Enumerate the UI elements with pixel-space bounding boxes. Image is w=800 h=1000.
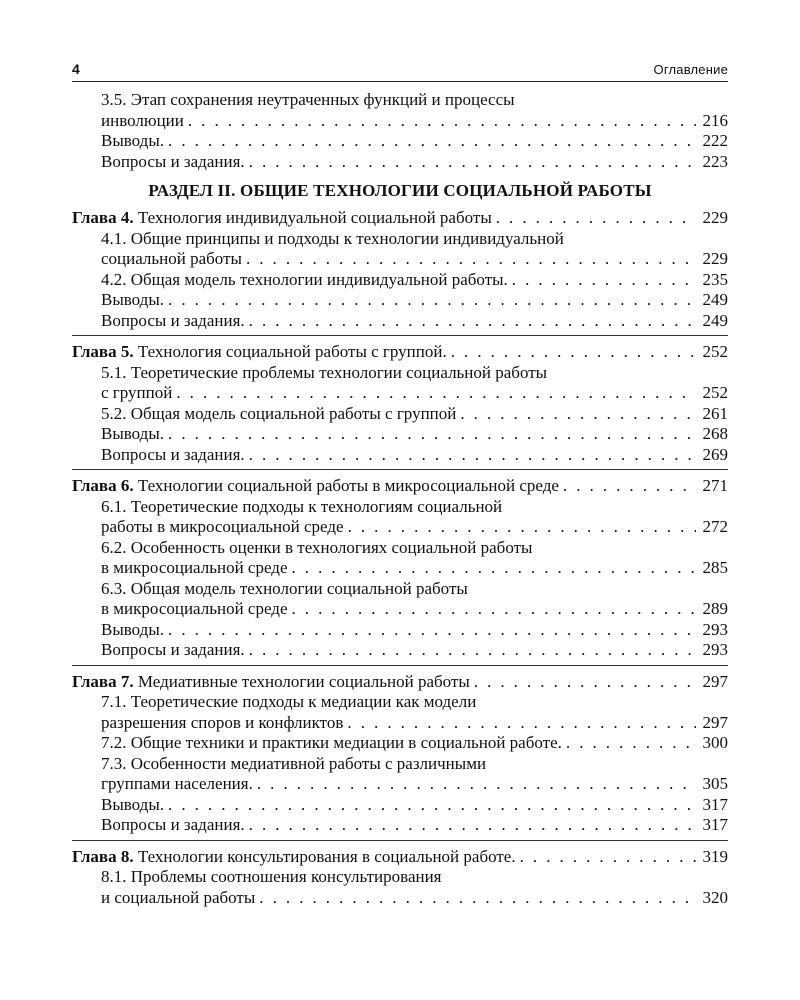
toc-entry-title: Вопросы и задания. (101, 815, 245, 834)
chapter-label: Глава 4. (72, 208, 134, 227)
toc-entry-line: 6.3. Общая модель технологии социальной работы (101, 578, 468, 598)
chapter-title-text: Технология социальной работы с группой. (137, 342, 447, 361)
page-number: 4 (72, 61, 80, 77)
toc-entry[interactable] (72, 888, 728, 909)
toc-page-number: 252 (702, 342, 728, 361)
leader-dots (168, 795, 696, 816)
toc-chapter-entry[interactable] (72, 476, 728, 497)
toc-entry-title: Вопросы и задания. (101, 151, 245, 171)
leader-dots (249, 311, 696, 332)
toc-entry-title: Вопросы и задания. (101, 310, 245, 330)
leader-dots (496, 208, 696, 229)
leader-dots (257, 774, 696, 795)
toc-entry[interactable] (72, 424, 728, 445)
toc-entry-title: Выводы. (101, 290, 165, 309)
toc-entry-title: 5.2. Общая модель социальной работы с группой (101, 403, 457, 423)
leader-dots (168, 131, 696, 152)
leader-dots (348, 517, 696, 538)
toc-entry[interactable] (72, 249, 728, 270)
leader-dots (512, 270, 696, 291)
leader-dots (347, 713, 696, 734)
toc-entry[interactable] (72, 774, 728, 795)
toc-chapter-entry[interactable] (72, 672, 728, 693)
toc-entry-title: в микросоциальной среде (101, 599, 288, 618)
toc-chapter (72, 469, 728, 661)
toc-entry-line: 7.1. Теоретические подходы к медиации как модели (101, 692, 477, 711)
toc-page-number: 249 (702, 310, 728, 330)
toc-page-number: 271 (702, 476, 728, 495)
toc-page-number: 261 (702, 403, 728, 423)
toc-entry[interactable] (72, 640, 728, 661)
chapter-title-text: Медиативные технологии социальной работы (137, 671, 470, 691)
toc-chapter (72, 665, 728, 836)
toc-entry[interactable] (72, 111, 728, 132)
toc-page-number: 285 (702, 558, 728, 577)
toc-entry-title: Вопросы и задания. (101, 640, 245, 659)
toc-page-number: 229 (702, 249, 728, 268)
toc-page-number: 216 (702, 110, 728, 130)
leader-dots (168, 620, 696, 641)
toc-chapter-title (72, 672, 470, 693)
leader-dots (292, 558, 697, 579)
toc-entry-title: социальной работы (101, 249, 242, 268)
chapter-label: Глава 8. (72, 846, 134, 866)
leader-dots (168, 290, 696, 311)
toc-page-number: 305 (702, 774, 728, 793)
toc-chapter (72, 840, 728, 909)
toc-entry-line: 3.5. Этап сохранения неутраченных функций и процессы (101, 90, 515, 109)
toc-chapter-title (72, 342, 447, 363)
toc-page-number: 249 (702, 290, 728, 309)
toc-entry[interactable] (72, 270, 728, 291)
leader-dots (249, 815, 696, 836)
leader-dots (249, 640, 696, 661)
toc-entry[interactable] (72, 445, 728, 466)
chapter-list (72, 208, 728, 908)
toc-entry-title: и социальной работы (101, 887, 256, 907)
toc-chapter (72, 208, 728, 331)
toc-entry-title: Выводы. (101, 424, 165, 443)
toc-entry-title: Выводы. (101, 794, 165, 814)
section-title: РАЗДЕЛ II. ОБЩИЕ ТЕХНОЛОГИИ СОЦИАЛЬНОЙ РАБОТЫ (148, 181, 652, 200)
leader-dots (474, 672, 696, 693)
leader-dots (451, 342, 696, 363)
toc-entry-title: инволюции (101, 110, 184, 130)
leader-dots (566, 733, 696, 754)
toc-entry[interactable] (72, 152, 728, 173)
toc-entry[interactable] (72, 795, 728, 816)
toc-page-number: 300 (702, 733, 728, 752)
toc-entry-line: 4.1. Общие принципы и подходы к технологии индивидуальной (101, 228, 564, 248)
toc-page-number: 269 (702, 444, 728, 464)
leader-dots (188, 111, 696, 132)
toc-page-number: 268 (702, 424, 728, 443)
toc-entry[interactable] (72, 311, 728, 332)
leader-dots (460, 404, 696, 425)
leader-dots (292, 599, 697, 620)
toc-page-number: 319 (702, 846, 728, 866)
toc-chapter (72, 335, 728, 465)
toc-entry-line: 7.3. Особенности медиативной работы с различными (101, 753, 487, 773)
toc-entry-title: Выводы. (101, 131, 165, 150)
chapter-label: Глава 5. (72, 342, 134, 361)
toc-page-number: 293 (702, 619, 728, 639)
toc-entry[interactable] (72, 383, 728, 404)
toc-page-number: 297 (702, 712, 728, 732)
toc-chapter-entry[interactable] (72, 208, 728, 229)
toc-entry[interactable] (72, 404, 728, 425)
toc-entry[interactable] (72, 713, 728, 734)
toc-page-number: 252 (702, 383, 728, 402)
toc-page-number: 229 (702, 208, 728, 227)
toc-entry-title: работы в микросоциальной среде (101, 517, 344, 536)
toc-page-number: 320 (702, 887, 728, 907)
toc-page-number: 223 (702, 151, 728, 171)
toc-page-number: 222 (702, 131, 728, 150)
toc-entry-line: 5.1. Теоретические проблемы технологии социальной работы (101, 362, 548, 382)
leader-dots (176, 383, 696, 404)
leader-dots (259, 888, 696, 909)
toc-chapter-title (72, 208, 492, 229)
leader-dots (249, 445, 696, 466)
toc-entry-title: разрешения споров и конфликтов (101, 712, 344, 732)
chapter-label: Глава 7. (72, 671, 134, 691)
leader-dots (168, 424, 696, 445)
leader-dots (563, 476, 696, 497)
chapter-title-text: Технология индивидуальной социальной работы (137, 208, 492, 227)
toc-entry-title: 7.2. Общие техники и практики медиации в социальной работе. (101, 733, 562, 752)
toc-entry-line: 6.1. Теоретические подходы к технологиям социальной (101, 496, 503, 516)
toc-section-continuation (72, 90, 728, 172)
toc-chapter-title (72, 847, 516, 868)
toc-chapter-entry[interactable] (72, 847, 728, 868)
table-of-contents (72, 90, 728, 908)
toc-entry[interactable] (72, 815, 728, 836)
toc-entry[interactable] (72, 620, 728, 641)
toc-page-number: 235 (702, 269, 728, 289)
leader-dots (249, 152, 696, 173)
page-header (72, 61, 728, 82)
toc-entry[interactable] (72, 733, 728, 754)
toc-page-number: 317 (702, 815, 728, 834)
toc-entry[interactable] (72, 290, 728, 311)
leader-dots (246, 249, 696, 270)
toc-page-number: 297 (702, 671, 728, 691)
toc-page-number: 272 (702, 517, 728, 536)
toc-page-number: 293 (702, 640, 728, 659)
toc-chapter-title (72, 476, 559, 497)
toc-entry[interactable] (72, 131, 728, 152)
leader-dots (520, 847, 696, 868)
chapter-title-text: Технологии социальной работы в микросоциальной среде (137, 476, 559, 495)
chapter-label: Глава 6. (72, 476, 134, 495)
toc-page-number: 317 (702, 794, 728, 814)
toc-entry-line: 6.2. Особенность оценки в технологиях социальной работы (101, 537, 533, 557)
toc-entry[interactable] (72, 599, 728, 620)
toc-entry-title: в микросоциальной среде (101, 558, 288, 577)
toc-chapter-entry[interactable] (72, 342, 728, 363)
running-title: Оглавление (653, 62, 728, 77)
toc-entry-title: группами населения. (101, 774, 253, 793)
toc-entry-title: Выводы. (101, 619, 165, 639)
toc-entry[interactable] (72, 517, 728, 538)
toc-entry[interactable] (72, 558, 728, 579)
toc-page-number: 289 (702, 599, 728, 618)
toc-entry-title: Вопросы и задания. (101, 444, 245, 464)
chapter-title-text: Технологии консультирования в социальной работе. (137, 846, 516, 866)
toc-entry-title: с группой (101, 383, 173, 402)
toc-entry-title: 4.2. Общая модель технологии индивидуальной работы. (101, 269, 508, 289)
toc-entry-line: 8.1. Проблемы соотношения консультирования (101, 867, 442, 886)
